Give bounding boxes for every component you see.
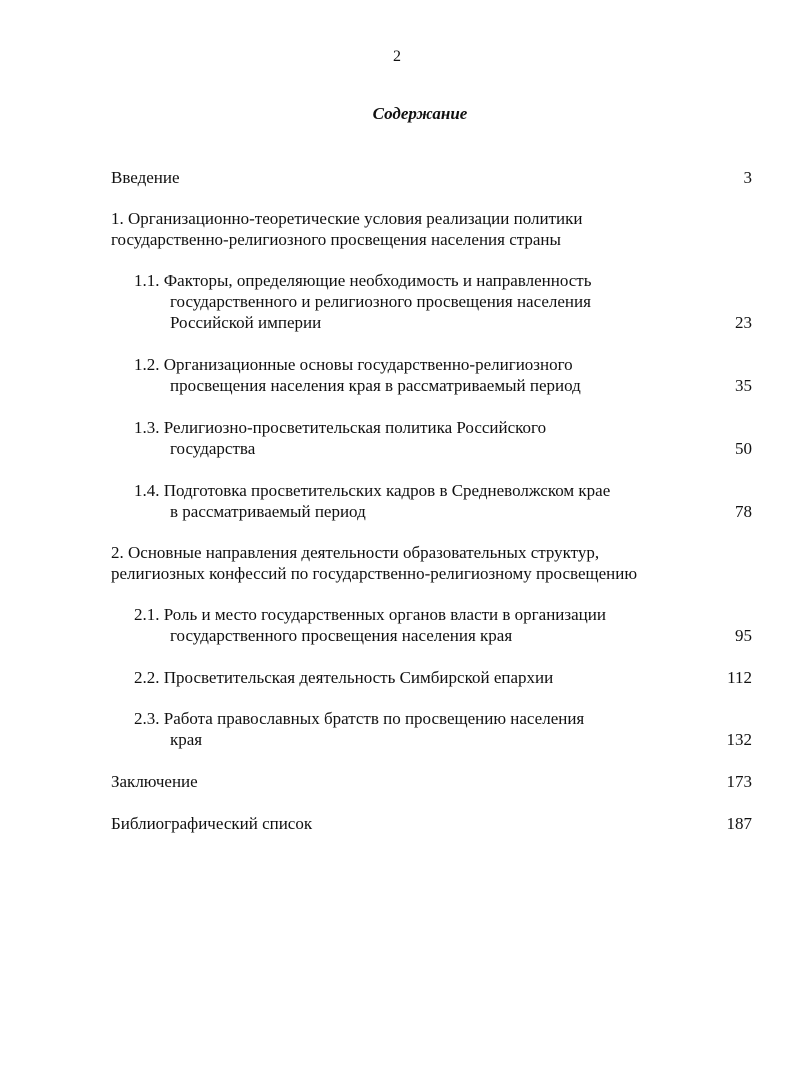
toc-entry-text: 1.1. Факторы, определяющие необходимость и направленность: [134, 271, 592, 290]
toc-page-1-1: 23: [735, 313, 752, 332]
toc-entry-text: религиозных конфессий по государственно-религиозному просвещению: [111, 564, 638, 583]
toc-entry-text: 2.1. Роль и место государственных органов власти в организации: [134, 605, 606, 624]
toc-entry-text: 1.2. Организационные основы государственно-религиозного: [134, 355, 573, 374]
toc-page-intro: 3: [743, 168, 752, 187]
toc-section-1-1: [134, 270, 592, 333]
toc-title: Содержание: [372, 104, 468, 123]
toc-page-1-2: 35: [735, 376, 752, 395]
toc-entry-text: в рассматриваемый период: [170, 502, 366, 521]
toc-chapter-1: [111, 208, 582, 250]
toc-entry-text: 1.4. Подготовка просветительских кадров в Средневолжском крае: [134, 481, 611, 500]
toc-entry-text: 2.3. Работа православных братств по просвещению населения: [134, 709, 585, 728]
toc-entry-text: 1.3. Религиозно-просветительская политика Российского: [134, 418, 547, 437]
toc-page-2-3: 132: [726, 730, 752, 749]
toc-section-1-4: [134, 480, 610, 522]
toc-page-2-2: 112: [727, 668, 752, 687]
toc-entry-text: края: [170, 730, 203, 749]
toc-section-1-3: [134, 417, 546, 459]
page-number: 2: [393, 48, 401, 65]
toc-entry-text: государственно-религиозного просвещения населения страны: [111, 230, 561, 249]
toc-entry-text: государственного просвещения населения края: [170, 626, 513, 645]
toc-section-1-2: [134, 354, 581, 396]
toc-entry-text: государства: [170, 439, 256, 458]
toc-page-bibliography: 187: [726, 814, 752, 833]
toc-section-2-2: [134, 667, 553, 688]
toc-section-2-1: [134, 604, 606, 646]
toc-entry-text: государственного и религиозного просвещения населения: [170, 292, 591, 311]
toc-entry-text: 2.2. Просветительская деятельность Симбирской епархии: [134, 668, 554, 687]
toc-entry-bibliography: [111, 813, 312, 834]
toc-chapter-2: [111, 542, 637, 584]
toc-entry-text: 2. Основные направления деятельности образовательных структур,: [111, 543, 600, 562]
toc-entry-conclusion: [111, 771, 198, 792]
toc-page-conclusion: 173: [726, 772, 752, 791]
toc-entry-text: Заключение: [111, 772, 198, 791]
toc-page-1-4: 78: [735, 502, 752, 521]
toc-entry-text: Российской империи: [170, 313, 322, 332]
toc-section-2-3: [134, 708, 584, 750]
toc-entry-intro: [111, 167, 180, 188]
toc-entry-text: просвещения населения края в рассматриваемый период: [170, 376, 581, 395]
toc-page-2-1: 95: [735, 626, 752, 645]
toc-entry-text: Введение: [111, 168, 180, 187]
toc-page-1-3: 50: [735, 439, 752, 458]
toc-entry-text: Библиографический список: [111, 814, 313, 833]
toc-entry-text: 1. Организационно-теоретические условия реализации политики: [111, 209, 583, 228]
